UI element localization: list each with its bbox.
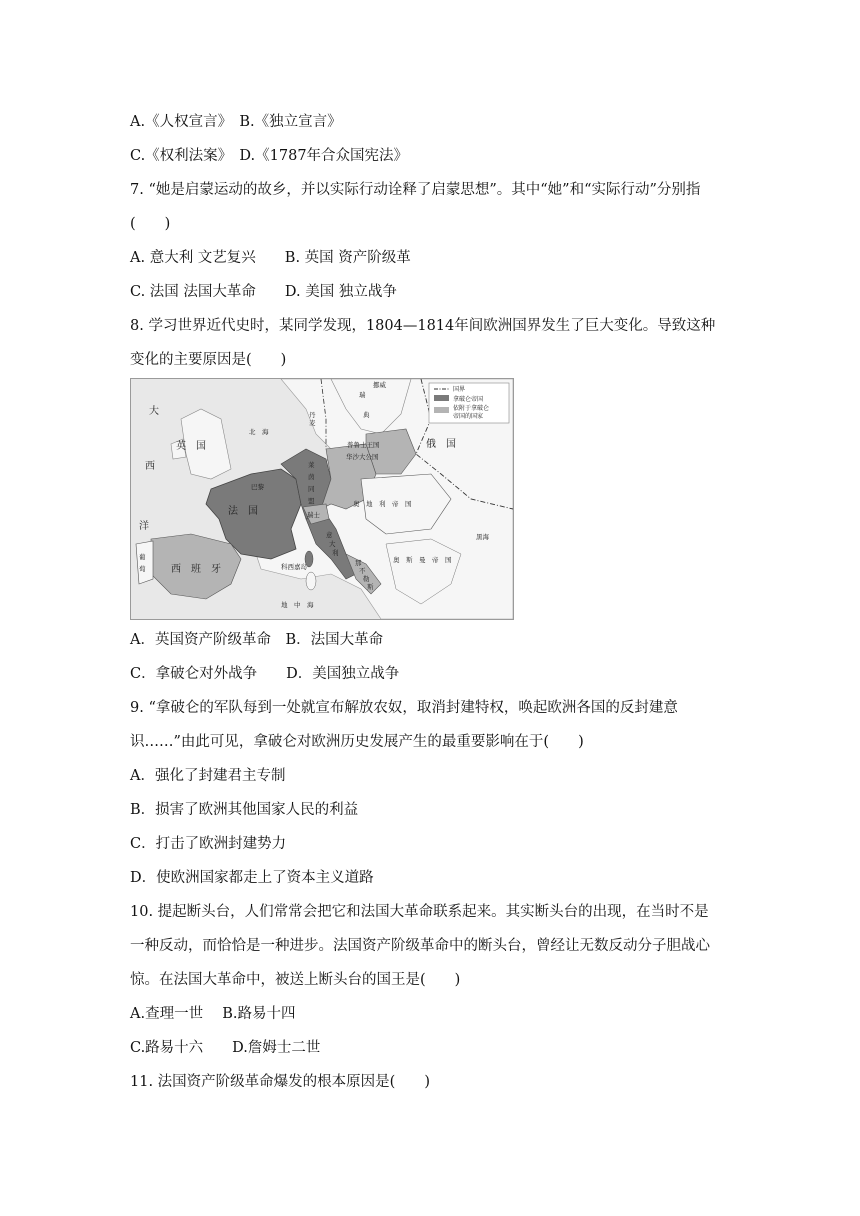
map-label-russia: 俄 国 (426, 439, 456, 450)
map-label-confederation-1: 莱 (308, 461, 315, 469)
map-graphic (131, 379, 513, 619)
map-label-sweden-1: 瑞 (359, 391, 366, 399)
map-label-confederation-3: 同 (308, 485, 315, 493)
map-label-ottoman: 奥 斯 曼 帝 国 (393, 556, 452, 564)
q9-option-a: A．强化了封建君主专制 (130, 768, 286, 784)
map-label-denmark-1: 丹 (309, 411, 316, 419)
legend-dependent-1: 依附于拿破仑 (453, 405, 490, 412)
q10-options-cd: C.路易十六 D.詹姆士二世 (130, 1040, 321, 1056)
q8-options-cd: C．拿破仑对外战争 D．美国独立战争 (130, 666, 400, 682)
q8-options-ab: A．英国资产阶级革命 B．法国大革命 (130, 632, 384, 648)
map-label-italy-2: 大 (329, 540, 336, 548)
q7-options-ab: A. 意大利 文艺复兴 B. 英国 资产阶级革 (130, 250, 411, 266)
legend-dependent-2: 帝国的国家 (453, 413, 484, 420)
map-label-naples-2: 不 (359, 567, 366, 575)
q10-stem-line2: 一种反动，而恰恰是一种进步。法国资产阶级革命中的断头台，曾经让无数反动分子胆战心 (130, 938, 710, 954)
q7-stem-line2: ( ) (130, 216, 171, 232)
map-label-france: 法 国 (228, 506, 258, 517)
map-label-black-sea: 黑海 (476, 533, 489, 541)
map-label-britain: 英 国 (176, 441, 206, 452)
map-label-italy-1: 意 (326, 531, 333, 539)
map-label-atlantic-2: 西 (145, 461, 155, 472)
legend-border: 国界 (453, 386, 466, 393)
q9-stem-line1: 9. “拿破仑的军队每到一处就宣布解放农奴，取消封建特权，唤起欧洲各国的反封建意 (130, 700, 678, 716)
map-label-austria: 奥 地 利 帝 国 (353, 500, 412, 508)
map-label-italy-3: 利 (332, 549, 339, 557)
q10-stem-line1: 10. 提起断头台，人们常常会把它和法国大革命联系起来。其实断头台的出现，在当时不是 (130, 904, 709, 920)
q7-options-cd: C. 法国 法国大革命 D. 美国 独立战争 (130, 284, 397, 300)
map-label-denmark-2: 麦 (309, 419, 316, 427)
map-label-portugal-1: 葡 (139, 553, 146, 561)
map-label-paris: 巴黎 (251, 483, 264, 491)
map-label-mediterranean: 地 中 海 (281, 601, 314, 609)
map-label-atlantic-3: 洋 (139, 521, 149, 532)
q9-option-b: B．损害了欧洲其他国家人民的利益 (130, 802, 359, 818)
map-label-switzerland: 瑞士 (307, 511, 320, 519)
map-label-sweden-2: 典 (363, 411, 370, 419)
q9-stem-line2: 识……”由此可见，拿破仑对欧洲历史发展产生的最重要影响在于( ) (130, 734, 584, 750)
map-label-corsica: 科西嘉岛 (281, 563, 307, 571)
q6-options-cd: C.《权利法案》 D.《1787年合众国宪法》 (130, 148, 409, 164)
map-label-confederation-2: 茵 (308, 473, 315, 481)
map-label-naples-4: 斯 (367, 583, 374, 591)
q9-option-d: D．使欧洲国家都走上了资本主义道路 (130, 870, 374, 886)
q9-option-c: C．打击了欧洲封建势力 (130, 836, 287, 852)
map-label-prussia: 普鲁士王国 (347, 441, 380, 449)
map-label-confederation-4: 盟 (308, 497, 315, 505)
q6-options-ab: A.《人权宣言》 B.《独立宣言》 (130, 114, 342, 130)
map-label-spain: 西 班 牙 (171, 564, 221, 575)
q10-options-ab: A.查理一世 B.路易十四 (130, 1006, 296, 1022)
q11-stem-line1: 11. 法国资产阶级革命爆发的根本原因是( ) (130, 1074, 430, 1090)
map-label-naples-3: 勒 (363, 575, 370, 583)
map-label-norway: 挪威 (373, 381, 386, 389)
q7-stem-line1: 7. “她是启蒙运动的故乡，并以实际行动诠释了启蒙思想”。其中“她”和“实际行动”分别指 (130, 182, 701, 198)
map-label-north-sea: 北 海 (249, 428, 269, 436)
legend-empire: 拿破仑帝国 (453, 396, 484, 403)
map-label-warsaw: 华沙大公国 (346, 453, 379, 461)
map-label-naples-1: 那 (355, 559, 362, 567)
map-label-atlantic-1: 大 (149, 406, 159, 417)
q8-stem-line2: 变化的主要原因是( ) (130, 352, 287, 368)
map-label-portugal-2: 萄 (139, 565, 146, 573)
europe-map-1804-1814 (130, 378, 514, 620)
q10-stem-line3: 惊。在法国大革命中，被送上断头台的国王是( ) (130, 972, 461, 988)
q8-stem-line1: 8. 学习世界近代史时，某同学发现，1804—1814年间欧洲国界发生了巨大变化。导致这种 (130, 318, 716, 334)
